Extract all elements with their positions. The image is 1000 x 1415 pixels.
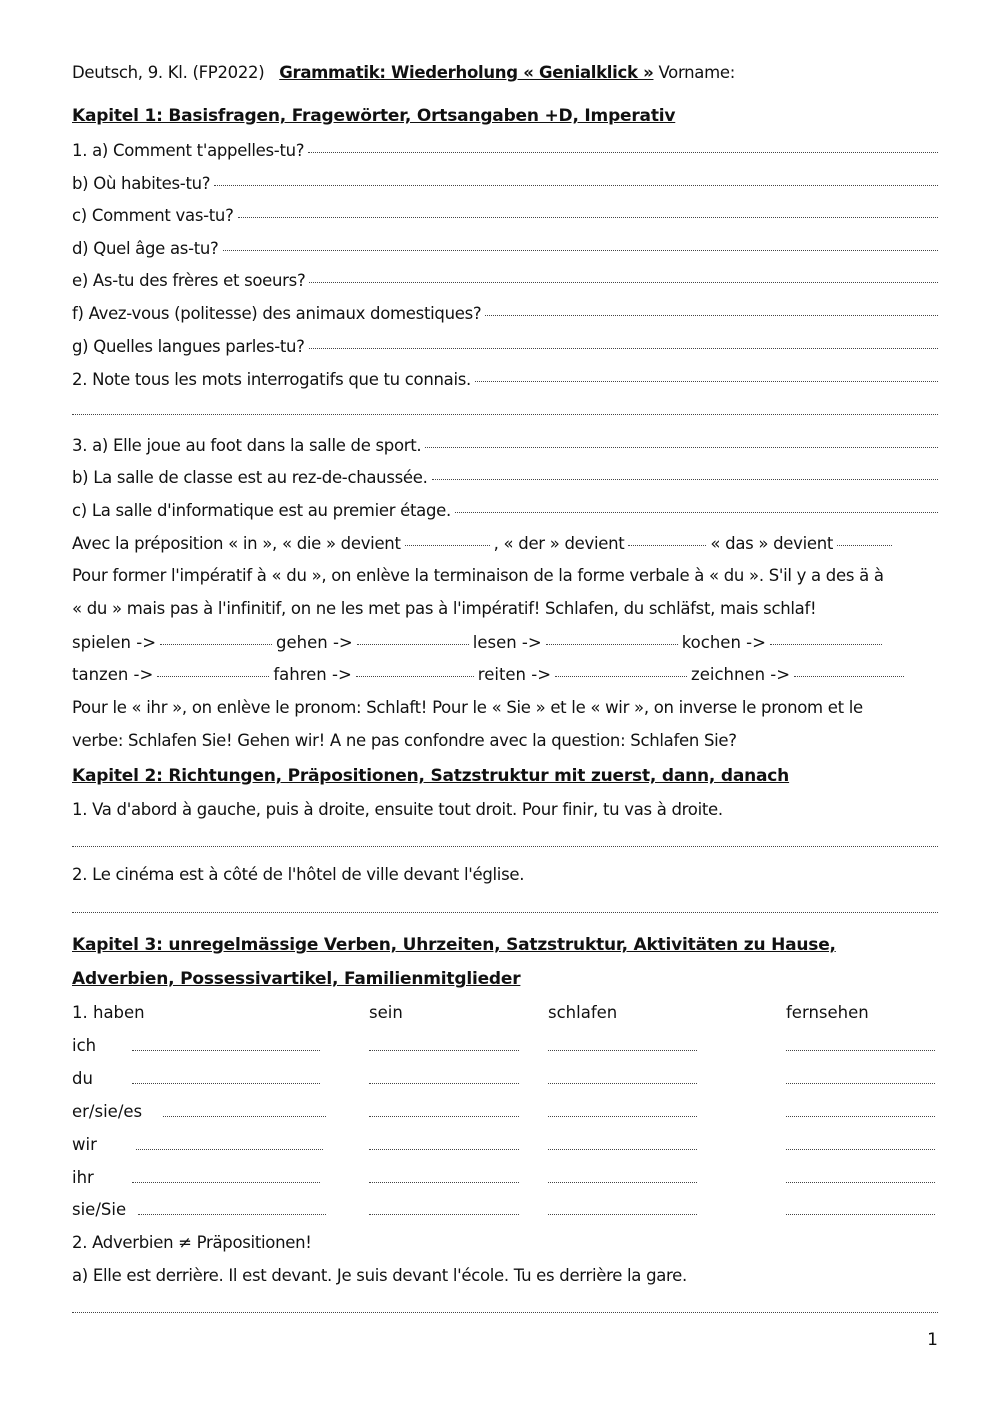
conjugation-answer-blank[interactable] [369, 1050, 519, 1051]
pronoun-label: sie/Sie [72, 1200, 127, 1219]
conjugation-answer-blank[interactable] [786, 1149, 935, 1150]
conjugation-answer-blank[interactable] [369, 1083, 519, 1084]
kapitel3-heading-line1: Kapitel 3: unregelmässige Verben, Uhrzeiten, Satzstruktur, Aktivitäten zu Hause, [72, 935, 836, 955]
question-text: 1. a) Comment t'appelles-tu? [72, 141, 305, 160]
answer-blank[interactable] [223, 249, 938, 251]
question-text: 2. Note tous les mots interrogatifs que tu connais. [72, 370, 471, 389]
worksheet-title: Grammatik: Wiederholung « Genialklick » [279, 63, 654, 82]
conjugation-header-haben: 1. haben [72, 1003, 145, 1022]
subject-label: Deutsch, 9. Kl. (FP2022) [72, 63, 265, 82]
conjugation-answer-blank[interactable] [132, 1182, 320, 1183]
answer-blank[interactable] [309, 281, 938, 283]
conjugation-answer-blank[interactable] [786, 1083, 935, 1084]
conjugation-answer-blank[interactable] [369, 1182, 519, 1183]
preposition-text: , « der » devient [493, 534, 625, 553]
answer-blank[interactable] [628, 544, 706, 546]
conjugation-answer-blank[interactable] [786, 1050, 935, 1051]
conjugation-answer-blank[interactable] [132, 1050, 320, 1051]
verb-label: reiten -> [477, 665, 552, 684]
verb-label: gehen -> [276, 633, 353, 652]
conjugation-answer-blank[interactable] [548, 1050, 697, 1051]
conjugation-header-fernsehen: fernsehen [786, 1003, 869, 1022]
conjugation-answer-blank[interactable] [163, 1116, 326, 1117]
question-text: g) Quelles langues parles-tu? [72, 337, 305, 356]
kapitel3-question-2a: a) Elle est derrière. Il est devant. Je suis devant l'école. Tu es derrière la gare. [72, 1266, 687, 1285]
conjugation-header-schlafen: schlafen [548, 1003, 618, 1022]
answer-blank[interactable] [405, 544, 490, 546]
question-1d [72, 238, 938, 260]
verb-label: lesen -> [472, 633, 542, 652]
question-text: 3. a) Elle joue au foot dans la salle de sport. [72, 436, 422, 455]
preposition-text: « das » devient [710, 534, 834, 553]
conjugation-answer-blank[interactable] [138, 1214, 326, 1215]
preposition-exercise [72, 533, 896, 555]
conjugation-answer-blank[interactable] [369, 1149, 519, 1150]
question-1b [72, 173, 938, 195]
verb-label: tanzen -> [72, 665, 154, 684]
answer-blank[interactable] [157, 675, 269, 677]
answer-blank[interactable] [160, 643, 272, 645]
pronoun-label: ihr [72, 1168, 94, 1187]
answer-blank-line[interactable] [72, 912, 938, 913]
question-1e [72, 270, 938, 292]
question-3a [72, 435, 938, 457]
question-2 [72, 369, 938, 391]
conjugation-answer-blank[interactable] [548, 1182, 697, 1183]
pronoun-label: wir [72, 1135, 97, 1154]
conjugation-answer-blank[interactable] [136, 1149, 323, 1150]
answer-blank-line[interactable] [72, 1312, 938, 1313]
answer-blank[interactable] [214, 184, 938, 186]
kapitel3-heading-line2: Adverbien, Possessivartikel, Familienmitglieder [72, 969, 521, 989]
answer-blank[interactable] [794, 675, 904, 677]
answer-blank-line[interactable] [72, 414, 938, 415]
answer-blank[interactable] [432, 478, 938, 480]
answer-blank[interactable] [555, 675, 687, 677]
name-label: Vorname: [658, 63, 735, 82]
question-text: b) Où habites-tu? [72, 174, 211, 193]
question-1c [72, 205, 938, 227]
question-3c [72, 500, 938, 522]
question-1f [72, 303, 938, 325]
ihr-rule-line1: Pour le « ihr », on enlève le pronom: Schlaft! Pour le « Sie » et le « wir », on inverse le pronom et le [72, 698, 863, 717]
verb-label: fahren -> [273, 665, 352, 684]
verbs-row-1 [72, 632, 886, 654]
kapitel3-question-2-title: 2. Adverbien ≠ Präpositionen! [72, 1233, 312, 1252]
conjugation-answer-blank[interactable] [548, 1116, 697, 1117]
conjugation-answer-blank[interactable] [548, 1214, 697, 1215]
pronoun-label: er/sie/es [72, 1102, 143, 1121]
document-header [72, 62, 735, 84]
conjugation-answer-blank[interactable] [548, 1149, 697, 1150]
answer-blank[interactable] [357, 643, 469, 645]
question-3b [72, 467, 938, 489]
preposition-text: Avec la préposition « in », « die » devient [72, 534, 401, 553]
conjugation-header-sein: sein [369, 1003, 403, 1022]
answer-blank[interactable] [770, 643, 882, 645]
pronoun-label: ich [72, 1036, 97, 1055]
kapitel2-question-2: 2. Le cinéma est à côté de l'hôtel de ville devant l'église. [72, 865, 525, 884]
answer-blank[interactable] [356, 675, 474, 677]
answer-blank[interactable] [475, 380, 938, 382]
question-text: c) La salle d'informatique est au premier étage. [72, 501, 451, 520]
imperative-rule-line2: « du » mais pas à l'infinitif, on ne les met pas à l'impératif! Schlafen, du schläfst, mais schlaf! [72, 599, 817, 618]
verb-label: spielen -> [72, 633, 157, 652]
question-text: c) Comment vas-tu? [72, 206, 234, 225]
conjugation-answer-blank[interactable] [132, 1083, 320, 1084]
question-text: d) Quel âge as-tu? [72, 239, 219, 258]
pronoun-label: du [72, 1069, 93, 1088]
answer-blank[interactable] [308, 151, 938, 153]
conjugation-answer-blank[interactable] [369, 1116, 519, 1117]
page-number: 1 [927, 1330, 938, 1350]
conjugation-answer-blank[interactable] [786, 1214, 935, 1215]
answer-blank[interactable] [238, 216, 938, 218]
question-text: b) La salle de classe est au rez-de-chaussée. [72, 468, 428, 487]
verb-label: zeichnen -> [691, 665, 791, 684]
answer-blank[interactable] [455, 511, 938, 513]
conjugation-answer-blank[interactable] [786, 1182, 935, 1183]
verb-label: kochen -> [681, 633, 766, 652]
question-text: f) Avez-vous (politesse) des animaux domestiques? [72, 304, 482, 323]
question-1a [72, 140, 938, 162]
answer-blank-line[interactable] [72, 846, 938, 847]
conjugation-answer-blank[interactable] [369, 1214, 519, 1215]
question-text: e) As-tu des frères et soeurs? [72, 271, 306, 290]
ihr-rule-line2: verbe: Schlafen Sie! Gehen wir! A ne pas confondre avec la question: Schlafen Sie? [72, 731, 737, 750]
answer-blank[interactable] [425, 446, 938, 448]
imperative-rule-line1: Pour former l'impératif à « du », on enlève la terminaison de la forme verbale à « du ». S'il y a des ä à [72, 566, 884, 585]
verbs-row-2 [72, 664, 908, 686]
conjugation-answer-blank[interactable] [786, 1116, 935, 1117]
kapitel2-heading: Kapitel 2: Richtungen, Präpositionen, Satzstruktur mit zuerst, dann, danach [72, 766, 790, 786]
answer-blank[interactable] [485, 314, 938, 316]
answer-blank[interactable] [309, 347, 938, 349]
question-1g [72, 336, 938, 358]
kapitel1-heading: Kapitel 1: Basisfragen, Fragewörter, Ortsangaben +D, Imperativ [72, 106, 676, 126]
kapitel2-question-1: 1. Va d'abord à gauche, puis à droite, ensuite tout droit. Pour finir, tu vas à droite. [72, 800, 723, 819]
answer-blank[interactable] [546, 643, 678, 645]
answer-blank[interactable] [837, 544, 892, 546]
conjugation-answer-blank[interactable] [548, 1083, 697, 1084]
